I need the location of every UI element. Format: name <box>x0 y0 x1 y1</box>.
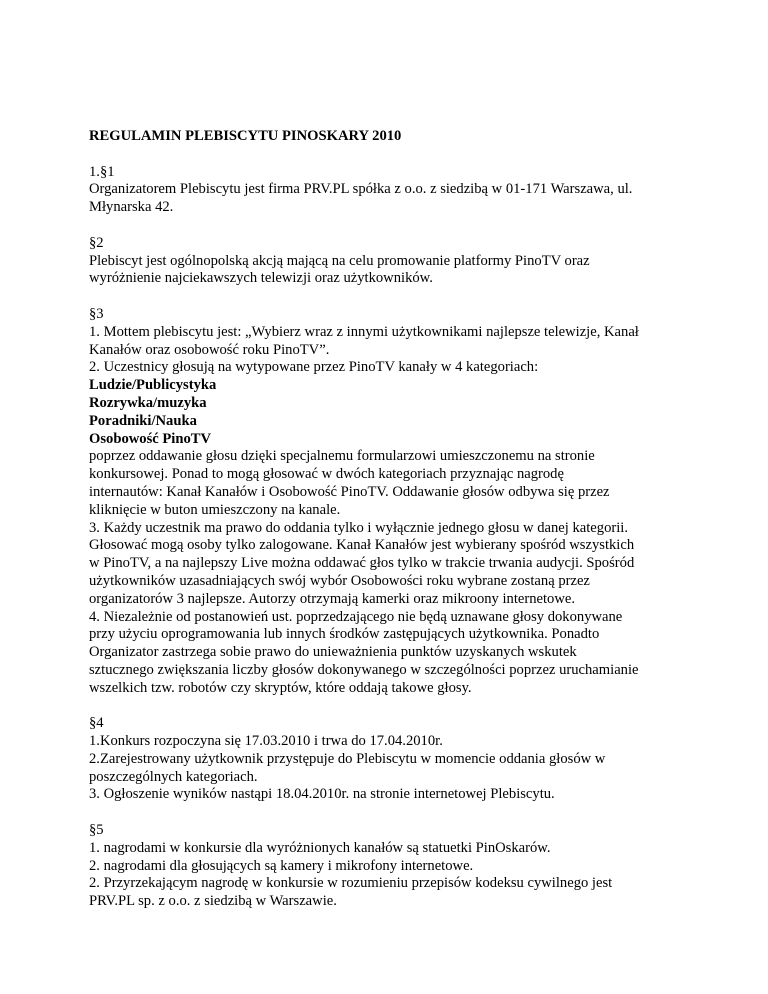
section-heading: §4 <box>89 715 104 732</box>
paragraph-line: 1.Konkurs rozpoczyna się 17.03.2010 i trwa do 17.04.2010r. <box>89 733 443 750</box>
paragraph-line: 3. Każdy uczestnik ma prawo do oddania tylko i wyłącznie jednego głosu w danej kategorii. <box>89 519 628 536</box>
section-heading: §3 <box>89 305 104 322</box>
document-title: REGULAMIN PLEBISCYTU PINOSKARY 2010 <box>89 128 402 144</box>
paragraph-line: w PinoTV, a na najlepszy Live można oddawać głos tylko w trakcie trwania audycji. Spośród <box>89 555 635 572</box>
paragraph-line: internautów: Kanał Kanałów i Osobowość PinoTV. Oddawanie głosów odbywa się przez <box>89 483 610 500</box>
document-page <box>89 128 689 929</box>
paragraph-line: 1. nagrodami w konkursie dla wyróżnionych kanałów są statuetki PinOskarów. <box>89 839 551 856</box>
paragraph-line: Organizatorem Plebiscytu jest firma PRV.PL spółka z o.o. z siedzibą w 01-171 Warszawa, ul. <box>89 181 633 198</box>
paragraph-line: poszczególnych kategoriach. <box>89 768 258 785</box>
paragraph-line: sztucznego zwiększania liczby głosów dokonywanego w szczególności poprzez uruchamianie <box>89 661 639 678</box>
section-4 <box>89 715 689 804</box>
section-2 <box>89 235 689 288</box>
paragraph-line: Plebiscyt jest ogólnopolską akcją mającą na celu promowanie platformy PinoTV oraz <box>89 252 590 269</box>
paragraph-line: Kanałów oraz osobowość roku PinoTV”. <box>89 341 330 358</box>
section-heading: §5 <box>89 822 104 839</box>
paragraph-line: poprzez oddawanie głosu dzięki specjalnemu formularzowi umieszczonemu na stronie <box>89 448 595 465</box>
paragraph-line: 2. Uczestnicy głosują na wytypowane przez PinoTV kanały w 4 kategoriach: <box>89 359 539 376</box>
section-5 <box>89 822 689 911</box>
paragraph-line: 3. Ogłoszenie wyników nastąpi 18.04.2010r. na stronie internetowej Plebiscytu. <box>89 786 555 803</box>
paragraph-line: przy użyciu oprogramowania lub innych środków zastępujących użytkownika. Ponadto <box>89 626 600 643</box>
paragraph-line: 2.Zarejestrowany użytkownik przystępuje do Plebiscytu w momencie oddania głosów w <box>89 750 606 767</box>
paragraph-line: Młynarska 42. <box>89 199 174 216</box>
paragraph-line: kliknięcie w buton umieszczony na kanale. <box>89 501 341 518</box>
paragraph-line: Głosować mogą osoby tylko zalogowane. Kanał Kanałów jest wybierany spośród wszystkich <box>89 537 635 554</box>
paragraph-line: 4. Niezależnie od postanowień ust. poprzedzającego nie będą uznawane głosy dokonywane <box>89 608 623 625</box>
paragraph-line: Organizator zastrzega sobie prawo do unieważnienia punktów uzyskanych wskutek <box>89 644 577 661</box>
section-3 <box>89 306 689 698</box>
paragraph-line: organizatorów 3 najlepsze. Autorzy otrzymają kamerki oraz mikroony internetowe. <box>89 590 576 607</box>
paragraph-line: 2. Przyrzekającym nagrodę w konkursie w rozumieniu przepisów kodeksu cywilnego jest <box>89 875 613 892</box>
paragraph-line: PRV.PL sp. z o.o. z siedzibą w Warszawie. <box>89 893 337 910</box>
category-item: Rozrywka/muzyka <box>89 394 207 411</box>
paragraph-line: użytkowników uzasadniających swój wybór Osobowości roku wybrane zostaną przez <box>89 572 590 589</box>
section-heading: 1.§1 <box>89 163 115 180</box>
paragraph-line: 1. Mottem plebiscytu jest: „Wybierz wraz z innymi użytkownikami najlepsze telewizje, Kanał <box>89 323 639 340</box>
category-item: Ludzie/Publicystyka <box>89 377 217 394</box>
paragraph-line: konkursowej. Ponad to mogą głosować w dwóch kategoriach przyznając nagrodę <box>89 466 564 483</box>
category-item: Poradniki/Nauka <box>89 412 197 429</box>
category-item: Osobowość PinoTV <box>89 430 212 447</box>
paragraph-line: 2. nagrodami dla głosujących są kamery i mikrofony internetowe. <box>89 857 474 874</box>
section-heading: §2 <box>89 234 104 251</box>
paragraph-line: wyróżnienie najciekawszych telewizji oraz użytkowników. <box>89 270 433 287</box>
section-1 <box>89 164 689 217</box>
paragraph-line: wszelkich tzw. robotów czy skryptów, które oddają takowe głosy. <box>89 679 472 696</box>
